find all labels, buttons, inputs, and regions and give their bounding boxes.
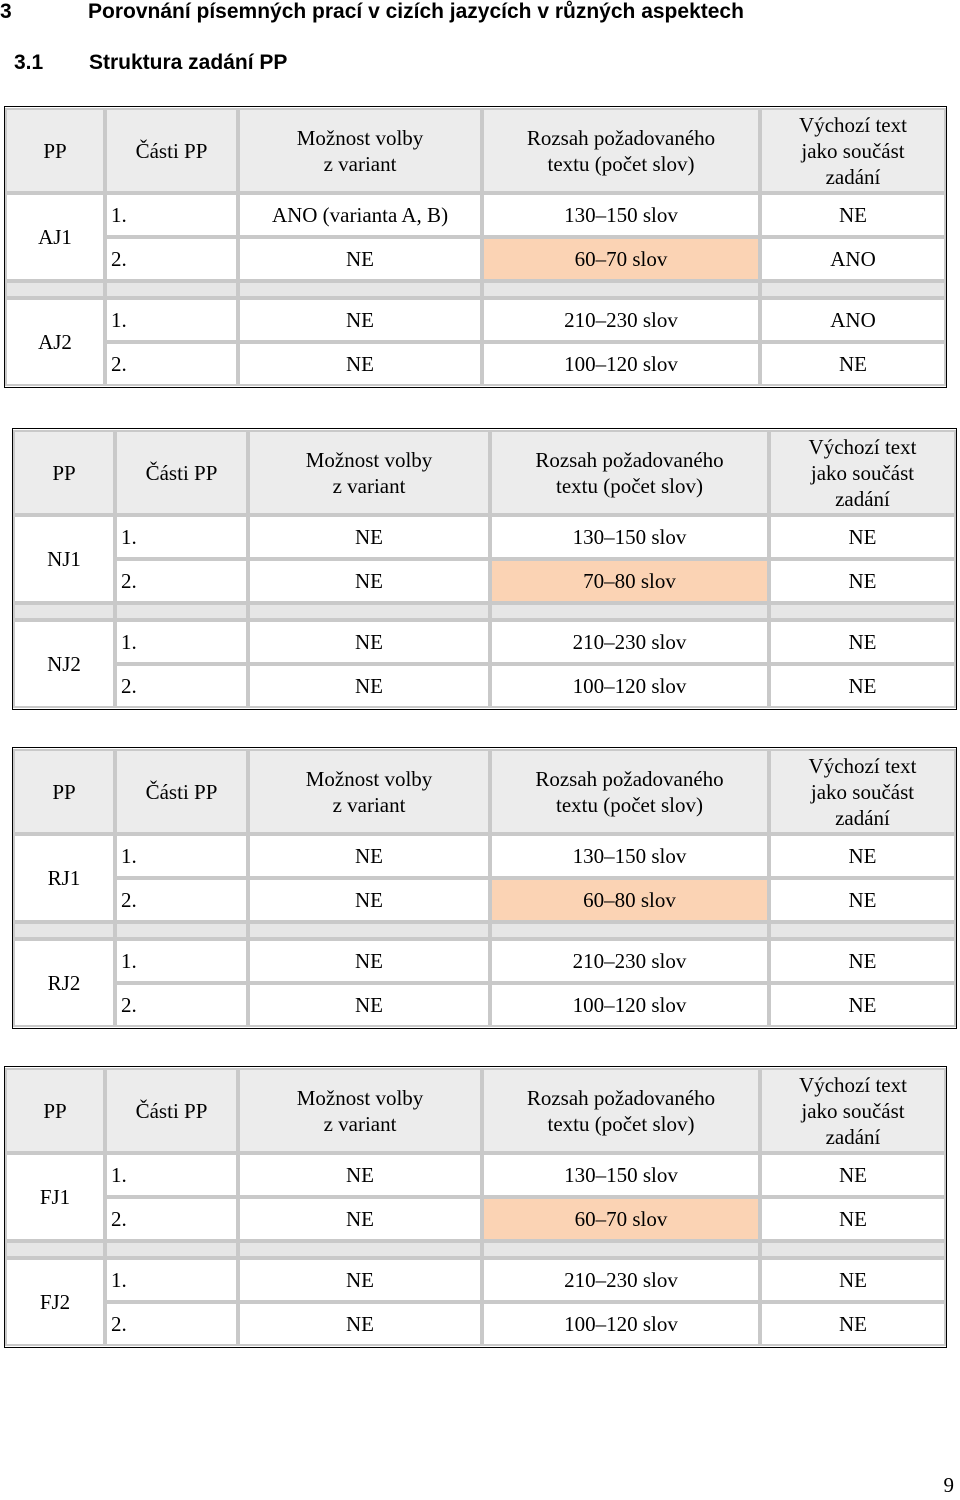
header-choice-line: z variant	[332, 473, 406, 498]
header-pp: PP	[5, 108, 105, 193]
header-choice-line: z variant	[323, 1111, 397, 1136]
separator-cell	[769, 922, 956, 939]
header-range-line: textu (počet slov)	[556, 473, 703, 498]
header-pp: PP	[13, 749, 115, 834]
source-value: NE	[769, 878, 956, 922]
source-value: NE	[760, 1153, 946, 1197]
choice-value: NE	[238, 342, 482, 386]
header-range-line: textu (počet slov)	[547, 1111, 695, 1136]
header-source	[769, 749, 956, 834]
part-number: 2.	[105, 237, 238, 281]
header-choice-line: Možnost volby	[296, 125, 424, 150]
section-heading	[0, 0, 744, 24]
separator-cell	[13, 603, 115, 620]
header-source	[769, 430, 956, 515]
header-source-line: Výchozí text	[808, 434, 917, 459]
section-title: Porovnání písemných prací v cizích jazycích v různých aspektech	[88, 0, 744, 23]
range-value: 100–120 slov	[482, 1302, 760, 1346]
header-source-line: Výchozí text	[808, 753, 917, 778]
header-source-text	[809, 753, 917, 831]
part-number: 2.	[115, 878, 248, 922]
choice-value: NE	[238, 237, 482, 281]
separator-cell	[105, 1241, 238, 1258]
part-number: 2.	[105, 1197, 238, 1241]
header-source	[760, 108, 946, 193]
part-number: 2.	[115, 983, 248, 1027]
choice-value: NE	[248, 515, 490, 559]
range-value: 210–230 slov	[482, 1258, 760, 1302]
header-source-line: jako součást	[801, 1098, 905, 1123]
part-number: 2.	[115, 559, 248, 603]
header-range-text	[527, 1085, 715, 1137]
header-parts: Části PP	[115, 749, 248, 834]
choice-value: NE	[248, 878, 490, 922]
header-parts: Části PP	[115, 430, 248, 515]
range-value: 100–120 slov	[482, 342, 760, 386]
separator-cell	[760, 281, 946, 298]
header-choice-text	[306, 766, 433, 818]
header-range-line: Rozsah požadovaného	[535, 447, 724, 472]
range-value: 60–70 slov	[482, 1197, 760, 1241]
header-source-line: zadání	[835, 486, 890, 511]
separator-cell	[5, 1241, 105, 1258]
separator-cell	[5, 281, 105, 298]
header-pp: PP	[13, 430, 115, 515]
subsection-heading	[14, 51, 287, 75]
header-source-line: zadání	[825, 1124, 881, 1149]
choice-value: NE	[248, 559, 490, 603]
header-source-text	[799, 112, 907, 190]
header-source-line: zadání	[825, 164, 881, 189]
header-choice-text	[297, 125, 424, 177]
subsection-number: 3.1	[14, 51, 44, 74]
header-range	[490, 430, 769, 515]
group-label: FJ2	[5, 1258, 105, 1346]
header-parts: Části PP	[105, 1068, 238, 1153]
header-choice-line: z variant	[323, 151, 397, 176]
header-choice	[238, 108, 482, 193]
header-choice-line: Možnost volby	[305, 447, 433, 472]
choice-value: ANO (varianta A, B)	[238, 193, 482, 237]
source-value: NE	[760, 342, 946, 386]
part-number: 2.	[105, 1302, 238, 1346]
source-value: ANO	[760, 237, 946, 281]
header-range-text	[527, 125, 715, 177]
range-value: 100–120 slov	[490, 664, 769, 708]
header-range-text	[535, 766, 723, 818]
choice-value: NE	[248, 939, 490, 983]
header-source-line: jako součást	[810, 460, 915, 485]
source-value: ANO	[760, 298, 946, 342]
separator-cell	[248, 603, 490, 620]
source-value: NE	[760, 1302, 946, 1346]
source-value: NE	[769, 939, 956, 983]
group-label: AJ2	[5, 298, 105, 386]
source-value: NE	[769, 834, 956, 878]
part-number: 1.	[115, 939, 248, 983]
separator-cell	[482, 281, 760, 298]
part-number: 1.	[105, 193, 238, 237]
choice-value: NE	[238, 298, 482, 342]
subsection-title: Struktura zadání PP	[89, 51, 288, 74]
choice-value: NE	[238, 1153, 482, 1197]
choice-value: NE	[238, 1258, 482, 1302]
range-value: 130–150 slov	[482, 193, 760, 237]
header-range-line: textu (počet slov)	[556, 792, 703, 817]
header-range	[482, 108, 760, 193]
range-value: 210–230 slov	[482, 298, 760, 342]
separator-cell	[115, 922, 248, 939]
separator-cell	[482, 1241, 760, 1258]
header-choice	[248, 749, 490, 834]
source-value: NE	[760, 1197, 946, 1241]
range-value: 100–120 slov	[490, 983, 769, 1027]
choice-value: NE	[238, 1197, 482, 1241]
header-source-line: jako součást	[801, 138, 905, 163]
header-range	[482, 1068, 760, 1153]
page-number: 9	[943, 1473, 954, 1497]
header-source-text	[809, 434, 917, 512]
choice-value: NE	[248, 983, 490, 1027]
header-source-line: Výchozí text	[799, 1072, 907, 1097]
range-value: 130–150 slov	[490, 515, 769, 559]
header-choice-text	[297, 1085, 424, 1137]
source-value: NE	[769, 664, 956, 708]
separator-cell	[13, 922, 115, 939]
group-label: AJ1	[5, 193, 105, 281]
range-value: 210–230 slov	[490, 620, 769, 664]
header-choice	[238, 1068, 482, 1153]
header-range-line: Rozsah požadovaného	[535, 766, 724, 791]
part-number: 1.	[105, 1258, 238, 1302]
header-choice-line: Možnost volby	[305, 766, 433, 791]
part-number: 2.	[105, 342, 238, 386]
header-source-text	[799, 1072, 907, 1150]
range-value: 70–80 slov	[490, 559, 769, 603]
header-source	[760, 1068, 946, 1153]
source-value: NE	[760, 1258, 946, 1302]
header-range-line: Rozsah požadovaného	[526, 125, 716, 150]
header-choice	[248, 430, 490, 515]
header-choice-line: z variant	[332, 792, 406, 817]
structure-table	[4, 1066, 947, 1348]
separator-cell	[238, 281, 482, 298]
part-number: 1.	[105, 1153, 238, 1197]
range-value: 130–150 slov	[490, 834, 769, 878]
part-number: 1.	[115, 515, 248, 559]
separator-cell	[490, 922, 769, 939]
part-number: 2.	[115, 664, 248, 708]
source-value: NE	[769, 515, 956, 559]
part-number: 1.	[115, 620, 248, 664]
source-value: NE	[769, 983, 956, 1027]
separator-cell	[115, 603, 248, 620]
choice-value: NE	[248, 834, 490, 878]
range-value: 60–80 slov	[490, 878, 769, 922]
group-label: FJ1	[5, 1153, 105, 1241]
source-value: NE	[769, 559, 956, 603]
header-range-line: Rozsah požadovaného	[526, 1085, 716, 1110]
group-label: NJ2	[13, 620, 115, 708]
structure-table	[12, 747, 957, 1029]
group-label: RJ1	[13, 834, 115, 922]
header-source-line: Výchozí text	[799, 112, 907, 137]
separator-cell	[238, 1241, 482, 1258]
separator-cell	[490, 603, 769, 620]
group-label: NJ1	[13, 515, 115, 603]
separator-cell	[248, 922, 490, 939]
header-range	[490, 749, 769, 834]
choice-value: NE	[248, 664, 490, 708]
group-label: RJ2	[13, 939, 115, 1027]
structure-table	[4, 106, 947, 388]
part-number: 1.	[105, 298, 238, 342]
range-value: 130–150 slov	[482, 1153, 760, 1197]
structure-table	[12, 428, 957, 710]
header-choice-line: Možnost volby	[296, 1085, 424, 1110]
part-number: 1.	[115, 834, 248, 878]
header-pp: PP	[5, 1068, 105, 1153]
source-value: NE	[769, 620, 956, 664]
header-source-line: jako součást	[810, 779, 915, 804]
separator-cell	[760, 1241, 946, 1258]
header-parts: Části PP	[105, 108, 238, 193]
separator-cell	[769, 603, 956, 620]
choice-value: NE	[238, 1302, 482, 1346]
header-choice-text	[306, 447, 433, 499]
choice-value: NE	[248, 620, 490, 664]
separator-cell	[105, 281, 238, 298]
range-value: 60–70 slov	[482, 237, 760, 281]
header-source-line: zadání	[835, 805, 890, 830]
section-number: 3	[0, 0, 12, 23]
range-value: 210–230 slov	[490, 939, 769, 983]
header-range-line: textu (počet slov)	[547, 151, 695, 176]
header-range-text	[535, 447, 723, 499]
source-value: NE	[760, 193, 946, 237]
